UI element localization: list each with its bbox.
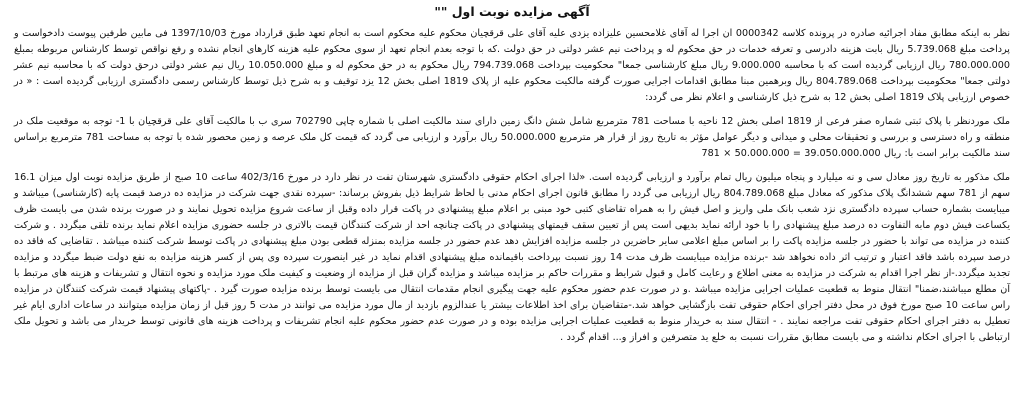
notice-title: آگهی مزایده نوبت اول "" [434, 4, 590, 19]
notice-paragraph-conditions: ملک مذکور به تاریخ روز معادل سی و نه میلیارد و پنجاه میلیون ریال تمام برآورد و ارزیابی گردیده است. «لذا اجرای احکام حقوقی دادگستری شهرستان تفت در نظر دارد در مورخ 402/3/16 ساعت 10 صبح از طریق مزایده نوبت اول میزان 16.1 سهم از 781 سهم ششدانگ پلاک مذکور که معادل مبلغ 804.789.068 ریال ارزیابی می گردد را مطابق قانون اجرای احکام مدنی با لحاظ شرایط ذیل بفروش برساند: -سپرده نقدی جهت شرکت در مزایده ده درصد قیمت پایه (کارشناسی) میباشد و میبایست بشماره حساب سپرده دادگستری نزد شعب بانک ملی واریز و اصل فیش را به همراه تقاضای کتبی خود مبنی بر اعلام مبلغ پیشنهادی در پاکت قرار داده وقبل از ساعت شروع مزایده تحویل نمایند و در صورت برنده شدن می بایست ظرف یکساعت فیش دوم مابه التفاوت ده درصد مبلغ پیشنهادی را با خود ارائه نماید بدیهی است پس از تعیین سقف قیمتهای پیشنهادی در پاکت چنانچه احد از شرکت کنندگان قیمت بالاتری در جلسه حضوری مزایده اعلام نماید برنده تلقی میگردد . و شرکت کننده در مزایده می تواند با حضور در جلسه مزایده پاکت را بر اساس مبلغ اعلامی سایر حاضرین در جلسه مزایده افزایش دهد عدم حضور در جلسه مزایده بمنزله قطعی بودن مبلغ پیشنهادی در پاکت توسط شرکت کننده میباشد . تقاضایی که فاقد ده درصد سپرده باشد فاقد اعتبار و ترتیب اثر داده نخواهد شد -برنده مزایده میبایست ظرف مدت 14 روز نسبت بپرداخت باقیمانده مبلغ پیشنهادی اقدام نماید در غیر اینصورت سپرده وی پس از کسر هزینه مزایده به نفع دولت ضبط میگردد و مزایده تجدید میگردد.-از نظر اجرا اقدام به شرکت در مزایده به معنی اطلاع و رعایت کامل و قبول شرایط و مقررات حاکم بر مزایده میباشد و مزایده گران قبل از مزایده از وضعیت و کیفیت ملک مورد مزایده و نحوه انتقال و تشریفات و هزینه های مرتبط با آن مطلع میباشند،ضمنا" انتقال منوط به قطعیت عملیات اجرایی مزایده میباشد .و در صورت عدم حضور محکوم علیه جهت پیگیری انجام مقدمات انتقال می بایست توسط برنده مزایده صورت گیرد . -پاکتهای پیشنهاد قیمت شرکت کنندگان در مزایده راس ساعت 10 صبح مورخ فوق در محل دفتر اجرای احکام حقوقی تفت بازگشایی خواهد شد.-متقاضیان برای اخذ اطلاعات بیشتر یا عندالزوم بازدید از مال مورد مزایده می توانند در مدت 5 روز قبل از زمان مزایده میتوانند در ساعات اداری ایام غیر تعطیل به دفتر اجرای احکام حقوقی تفت مراجعه نمایند . - انتقال سند به خریدار منوط به قطعیت عملیات اجرایی مزایده بوده و در صورت عدم حضور محکوم علیه انجام تشریفات و پرداخت هزینه های قانونی توسط خریدار می باشد و تحویل ملک ارتباطی با اجرای احکام نداشته و می بایست مطابق مقررات نسبت به خلع ید متصرفین و افراز و... اقدام گردد . [14, 172, 1010, 343]
notice-paragraph-property: ملک موردنظر با پلاک ثبتی شماره صفر فرعی از 1819 اصلی بخش 12 ناحیه با مساحت 781 مترمربع شامل شش دانگ زمین دارای سند مالکیت اصلی با شماره چاپی 702790 سری ب با مالکیت آقای علی قرقچیان با 1- توجه به موقعیت ملک در منطقه و راه دسترسی و بررسی و تحقیقات محلی و میدانی و دیگر عوامل مؤثر به تاریخ روز از قرار هر مترمربع 50.000.000 ریال برآورد و ارزیابی می گردد که قیمت کل ملک عرصه و زمین محصور شده با توجه به مساحت 781 مترمربع براساس سند مالکیت برابر است با: ریال 39.050.000.000 = 50.000.000 × 781 [14, 116, 1010, 159]
notice-paragraph-case: نظر به اینکه مطابق مفاد اجرائیه صادره در پرونده کلاسه 0000342 ان اجرا له آقای غلامحسین علیزاده یزدی علیه آقای علی قرقچیان محکوم علیه محکوم است به انجام تعهد طبق قرارداد مورخ 1397/10/03 فی مابین طرفین پیوست دادخواست و پرداخت مبلغ 5.739.068 ریال بابت هزینه دادرسی و تعرفه خدمات در حق محکوم له و پرداخت نیم عشر دولتی در حق دولت .که با توجه بعدم انجام تعهد از سوی محکوم علیه هزینه کارهای انجام نشده و رفع نواقص توسط کارشناس مربوطه بمبلغ 780.000.000 ریال ارزیابی گردیده است که با محاسبه 9.000.000 ریال مبلغ کارشناسی جمعا" محکومیت بپرداخت 794.739.068 ریال محکوم به در حق محکوم له و مبلغ 10.050.000 ریال نیم عشر دولتی درحق دولت که با محاسبه نیم عشر دولتی جمعا" محکومیت بپرداخت 804.789.068 ریال وبرهمین مبنا مطابق اقدامات اجرایی صورت گرفته مالکیت محکوم علیه از پلاک 1819 اصلی بخش 12 یزد توقیف و به شرح ذیل توسط کارشناس رسمی دادگستری ارزیابی گردیده است : « در خصوص ارزیابی پلاک 1819 اصلی بخش 12 به شرح ذیل کارشناسی و اعلام نظر می گردد: [14, 28, 1011, 103]
